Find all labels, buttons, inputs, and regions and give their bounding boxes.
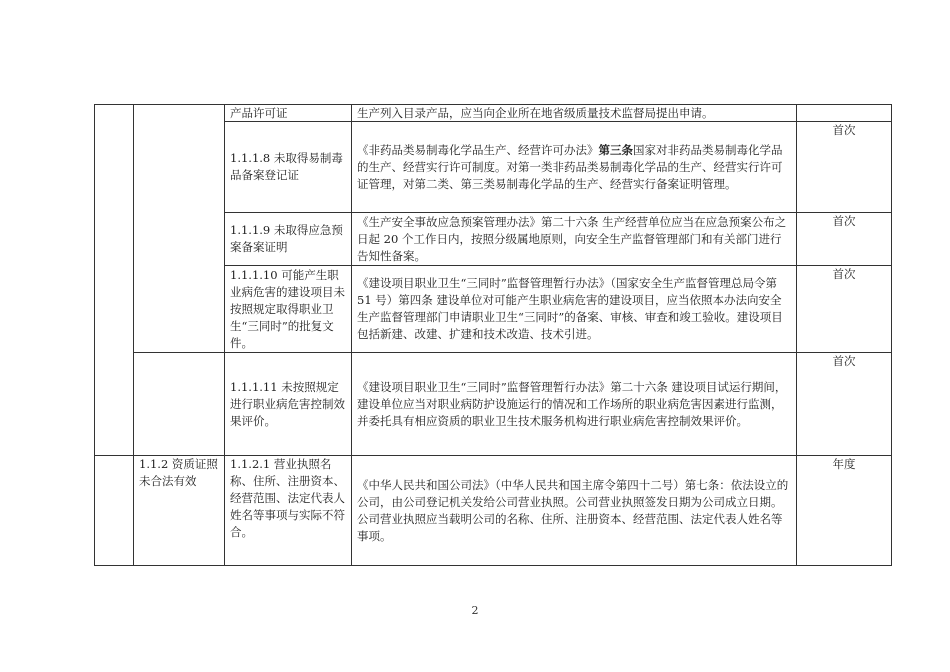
law-text: 生产列入目录产品，应当向企业所在地省级质量技术监督局提出申请。 — [357, 106, 714, 120]
frequency-text: 首次 — [832, 123, 856, 137]
law-clause-bold: 第三条 — [598, 142, 633, 157]
law-cell — [352, 213, 797, 266]
item-cell — [225, 105, 352, 122]
category-cell — [134, 456, 225, 566]
law-paragraph: 《中华人民共和国公司法》（中华人民共和国主席令第四十二号）第七条：依法设立的公司，由公司登记机关发给公司营业执照。公司营业执照签发日期为公司成立日期。 — [357, 477, 789, 509]
frequency-cell — [797, 266, 892, 353]
frequency-cell — [797, 122, 892, 213]
law-cell — [352, 122, 797, 213]
frequency-cell — [797, 105, 892, 122]
item-cell — [225, 213, 352, 266]
law-text: 《建设项目职业卫生“三同时”监督管理暂行办法》（国家安全生产监督管理总局令第 51 号）第四条 建设单位对可能产生职业病危害的建设项目，应当依照本办法向安全生产监督管理部门申请职业卫生“三同时”的备案、审核、审查和竣工验收。建设项目包括新建、改建、扩建和技术改造、技术引进。 — [357, 276, 783, 341]
item-text: 1.1.1.11 未按照规定进行职业病危害控制效果评价。 — [230, 379, 345, 428]
law-cell — [352, 456, 797, 566]
item-text: 1.1.1.9 未取得应急预案备案证明 — [230, 223, 343, 254]
table-row — [95, 105, 892, 122]
item-cell — [225, 266, 352, 353]
item-cell — [225, 122, 352, 213]
law-text: 《生产安全事故应急预案管理办法》第二十六条 生产经营单位应当在应急预案公布之日起 20 个工作日内，按照分级属地原则，向安全生产监督管理部门和有关部门进行告知性备案。 — [357, 214, 787, 263]
item-text: 1.1.1.8 未取得易制毒品备案登记证 — [230, 151, 343, 182]
law-text: 《非药品类易制毒化学品生产、经营许可办法》 — [357, 142, 599, 157]
item-text: 1.1.1.10 可能产生职业病危害的建设项目未按照规定取得职业卫生“三同时”的批复文件。 — [230, 267, 345, 350]
frequency-cell — [797, 213, 892, 266]
law-text-rest: 国家对非药品类易制毒化学品的生产、经营实行许可制度。对第一类非药品类易制毒化学品的生产、经营实行许可证管理，对第二类、第三类易制毒化学品的生产、经营实行备案证明管理。 — [357, 142, 783, 191]
frequency-cell — [797, 456, 892, 566]
frequency-text: 首次 — [832, 354, 856, 368]
law-paragraph: 公司营业执照应当载明公司的名称、住所、注册资本、经营范围、法定代表人姓名等事项。 — [357, 511, 783, 543]
section-cell — [95, 456, 134, 566]
item-cell — [225, 353, 352, 456]
category-text: 1.1.2 资质证照未合法有效 — [139, 457, 218, 488]
section-cell — [95, 105, 134, 456]
category-cell — [134, 353, 225, 456]
item-cell — [225, 456, 352, 566]
law-cell — [352, 266, 797, 353]
law-text: 《建设项目职业卫生“三同时”监督管理暂行办法》第二十六条 建设项目试运行期间，建设单位应当对职业病防护设施运行的情况和工作场所的职业病危害因素进行监测，并委托具有相应资质的职业卫生技术服务机构进行职业病危害控制效果评价。 — [357, 379, 787, 428]
item-text: 1.1.2.1 营业执照名称、住所、注册资本、经营范围、法定代表人姓名等事项与实际不符合。 — [230, 457, 345, 539]
table-row — [95, 353, 892, 456]
frequency-text: 首次 — [832, 214, 856, 228]
item-text: 产品许可证 — [230, 106, 288, 120]
frequency-text: 首次 — [832, 267, 856, 281]
table-row — [95, 456, 892, 566]
frequency-text: 年度 — [832, 457, 856, 471]
page-number: 2 — [471, 604, 479, 617]
law-cell — [352, 353, 797, 456]
law-cell — [352, 105, 797, 122]
category-cell — [134, 105, 225, 353]
frequency-cell — [797, 353, 892, 456]
regulation-table — [94, 104, 892, 566]
